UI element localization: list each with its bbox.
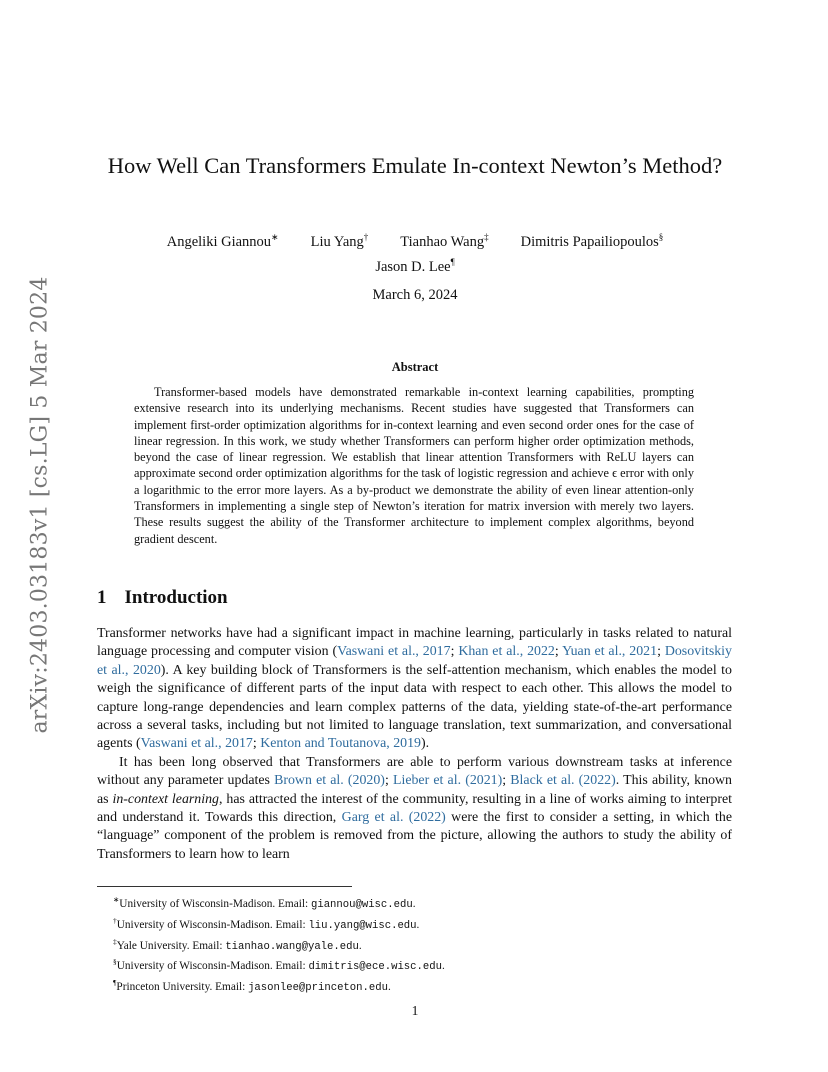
citation-link[interactable]: Lieber et al. (2021) [392,773,503,789]
citation-link[interactable]: Dosovitskiy et al., 2020 [97,644,732,678]
footnote: §University of Wisconsin-Madison. Email: dimitris@ece.wisc.edu. [113,957,445,974]
author: Tianhao Wang‡ [400,232,489,250]
author: Dimitris Papailiopoulos§ [520,232,664,250]
email-address: dimitris@ece.wisc.edu [308,961,442,974]
citation-link[interactable]: Kenton and Toutanova, 2019 [260,736,422,752]
author-block [70,229,760,279]
email-address: jasonlee@princeton.edu [248,981,388,994]
page-number: 1 [411,1003,419,1018]
email-address: liu.yang@wisc.edu [308,919,417,932]
footnote: †University of Wisconsin-Madison. Email: liu.yang@wisc.edu. [113,915,420,932]
citation-link[interactable]: Vaswani et al., 2017 [140,736,253,752]
citation-link[interactable]: Black et al. (2022) [510,773,616,789]
citation-link[interactable]: Khan et al., 2022 [458,644,555,660]
author: Angeliki Giannou∗ [166,232,279,250]
footnote: ¶Princeton University. Email: jasonlee@princeton.edu. [113,978,391,994]
citation-link[interactable]: Yuan et al., 2021 [562,644,658,660]
citation-link[interactable]: Brown et al. (2020) [274,773,385,789]
footnote-rule [97,886,352,887]
section-heading: 1 Introduction [97,587,228,608]
arxiv-sidebar [22,276,58,734]
footnote: ∗University of Wisconsin-Madison. Email: giannou@wisc.edu. [113,895,416,911]
publication-date: March 6, 2024 [372,287,458,303]
citation-link[interactable]: Vaswani et al., 2017 [337,644,451,660]
paragraph: Transformer networks have had a significant impact in machine learning, particularly in tasks related to natural language processing and computer vision (Vaswani et al., 2017; Khan et al., 2022; Yuan et al., 2021; Dosovitskiy et al., 2020). A key building block of Transformers is the self-attention mechanism, which enables the model to weigh the significance of different parts of the input data with respect to each other. This allows the model to capture long-range dependencies and learn complex patterns of the data, yielding state-of-the-art performance across a several tasks, including but not limited to language translation, text summarization, and conversational agents (Vaswani et al., 2017; Kenton and Toutanova, 2019). [97,626,732,752]
author: Jason D. Lee¶ [375,257,455,275]
abstract-text: Transformer-based models have demonstrated remarkable in-context learning capabilities, prompting extensive research into its underlying mechanisms. Recent studies have suggested that Transformers can implement first-order optimization algorithms for in-context learning and even second order ones for the case of linear regression. In this work, we study whether Transformers can perform higher order optimization methods, beyond the case of linear regression. We establish that linear attention Transformers with ReLU layers can approximate second order optimization algorithms for the task of logistic regression and achieve ϵ error with only a logarithmic to the error more layers. As a by-product we demonstrate the ability of even linear attention-only Transformers in implementing a single step of Newton’s iteration for matrix inversion with merely two layers. These results suggest the ability of the Transformer architecture to implement complex algorithms, beyond gradient descent. [134,385,694,546]
paragraph: It has been long observed that Transformers are able to perform various downstream tasks at inference without any parameter updates Brown et al. (2020); Lieber et al. (2021); Black et al. (2022). This ability, known as in-context learning, has attracted the interest of the community, resulting in a line of works aiming to interpret and understand it. Towards this direction, Garg et al. (2022) were the first to consider a setting, in which the “language” component of the problem is removed from the picture, allowing the authors to study the ability of Transformers to learn how to learn [97,754,732,862]
abstract-heading: Abstract [391,360,439,374]
footnote: ‡Yale University. Email: tianhao.wang@yale.edu. [113,936,362,953]
author: Liu Yang† [310,232,369,250]
email-address: tianhao.wang@yale.edu [225,940,359,953]
paper-title: How Well Can Transformers Emulate In-context Newton’s Method? [107,153,723,178]
arxiv-identifier: arXiv:2403.03183v1 [cs.LG] 5 Mar 2024 [27,276,53,734]
author-row-1 [70,229,760,254]
email-address: giannou@wisc.edu [310,898,413,911]
author-row-2 [70,254,760,279]
introduction-body [97,625,732,864]
footnotes [113,892,445,996]
citation-link[interactable]: Garg et al. (2022) [341,810,446,826]
